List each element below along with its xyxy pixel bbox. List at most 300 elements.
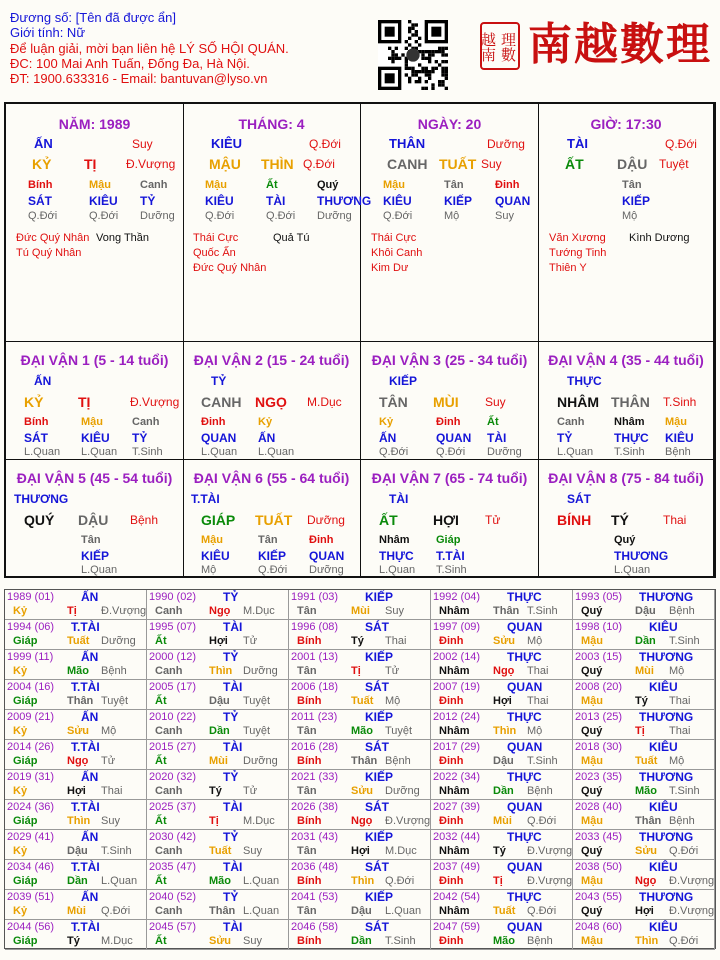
year-star: KIÊU: [649, 680, 678, 694]
year-stage: Tử: [385, 665, 400, 677]
year-branch: Sửu: [209, 935, 232, 947]
year-stem: Canh: [155, 725, 183, 737]
dai-van-branch: TUẤT: [255, 512, 293, 528]
year-stem: Mậu: [581, 935, 603, 947]
year-label: 2045 (57): [149, 921, 197, 933]
year-stem: Bính: [297, 875, 322, 887]
year-cell: [289, 620, 431, 650]
year-branch: Tý: [493, 845, 506, 857]
year-star: KIÊU: [649, 800, 678, 814]
dai-van-title: ĐẠI VẬN 6 (55 - 64 tuổi): [193, 470, 350, 486]
year-stage: Bệnh: [101, 665, 127, 677]
hidden-stem: Ất: [487, 416, 499, 428]
year-branch: Tuất: [635, 755, 658, 767]
year-label: 2032 (44): [433, 831, 481, 843]
year-stem: Mậu: [581, 695, 603, 707]
hidden-god: QUAN: [309, 549, 345, 563]
dai-van-branch: THÂN: [611, 394, 650, 410]
year-stem: Đinh: [439, 695, 464, 707]
year-label: 1989 (01): [7, 591, 55, 603]
year-cell: [431, 680, 573, 710]
year-star: ẤN: [81, 710, 99, 724]
year-stem: Kỷ: [13, 845, 28, 857]
year-cell: [289, 830, 431, 860]
year-cell: [5, 770, 147, 800]
year-star: THỰC: [507, 590, 542, 604]
year-stem: Mậu: [581, 635, 603, 647]
year-cell: [5, 680, 147, 710]
chart-grid: [4, 102, 716, 578]
year-star: T.TÀI: [71, 740, 100, 754]
year-cell: [289, 860, 431, 890]
gender-line: Giới tính: Nữ: [10, 25, 86, 41]
year-cell: [289, 770, 431, 800]
year-cell: [431, 710, 573, 740]
year-label: 2021 (33): [291, 771, 339, 783]
special-star: Thiên Y: [549, 262, 587, 274]
pillar-star: TÀI: [567, 136, 588, 151]
hidden-stage: Q.Đới: [436, 446, 466, 458]
year-stem: Nhâm: [439, 605, 470, 617]
year-branch: Dậu: [493, 755, 514, 767]
hidden-stage: Q.Đới: [89, 210, 119, 222]
year-stage: Thai: [527, 665, 549, 677]
year-stem: Tân: [297, 845, 317, 857]
year-branch: Mùi: [67, 905, 86, 917]
year-cell: [289, 800, 431, 830]
hidden-stem: Canh: [140, 179, 168, 191]
year-star: TỶ: [223, 590, 239, 604]
year-star: KIẾP: [365, 830, 394, 844]
year-stage: Bệnh: [669, 605, 695, 617]
dai-van-stem: CANH: [201, 394, 242, 410]
year-label: 2006 (18): [291, 681, 339, 693]
year-cell: [573, 770, 715, 800]
year-branch: Dậu: [635, 605, 656, 617]
year-stem: Giáp: [13, 635, 38, 647]
owner-line: Đương số: [Tên đã được ẩn]: [10, 10, 176, 25]
pillar-state: Đ.Vượng: [126, 157, 176, 171]
year-stage: M.Dục: [101, 935, 133, 947]
hidden-god: SÁT: [24, 431, 48, 445]
year-cell: [289, 590, 431, 620]
dai-van-state: Tử: [485, 513, 501, 527]
year-label: 2018 (30): [575, 741, 623, 753]
hidden-god: KIÊU: [89, 194, 118, 208]
year-branch: Dần: [67, 875, 88, 887]
year-stage: Mộ: [669, 755, 685, 767]
hidden-god: ẤN: [379, 431, 397, 445]
dai-van-title: ĐẠI VẬN 8 (75 - 84 tuổi): [548, 470, 704, 486]
year-stage: Đ.Vượng: [669, 875, 715, 887]
hidden-stem: Kỷ: [258, 416, 273, 428]
year-star: T.TÀI: [71, 920, 100, 934]
year-star: KIẾP: [365, 770, 394, 784]
year-stage: L.Quan: [101, 875, 138, 887]
year-star: QUAN: [507, 800, 543, 814]
year-star: KIÊU: [649, 620, 678, 634]
year-branch: Thìn: [493, 725, 517, 737]
hidden-god: T.TÀI: [436, 549, 465, 563]
year-label: 1990 (02): [149, 591, 197, 603]
year-cell: [289, 890, 431, 920]
hidden-stem: Mậu: [383, 179, 405, 191]
dai-van-cell: [6, 460, 184, 578]
year-branch: Mão: [209, 875, 231, 887]
hidden-stem: Mậu: [205, 179, 227, 191]
year-label: 1994 (06): [7, 621, 55, 633]
year-star: TỶ: [223, 770, 239, 784]
year-branch: Tị: [635, 725, 645, 737]
year-stage: T.Sinh: [669, 785, 700, 797]
year-label: 2030 (42): [149, 831, 197, 843]
year-branch: Thân: [635, 815, 662, 827]
year-stem: Bính: [297, 635, 322, 647]
year-star: ẤN: [81, 890, 99, 904]
year-label: 1992 (04): [433, 591, 481, 603]
hidden-god: TÀI: [487, 431, 507, 445]
year-cell: [289, 740, 431, 770]
year-branch: Tý: [635, 695, 648, 707]
year-cell: [573, 620, 715, 650]
year-stage: Bệnh: [527, 935, 553, 947]
year-label: 2004 (16): [7, 681, 55, 693]
hidden-stem: Mậu: [81, 416, 103, 428]
year-stage: L.Quan: [243, 905, 280, 917]
year-label: 2048 (60): [575, 921, 623, 933]
year-stage: T.Sinh: [527, 605, 558, 617]
year-stage: Tuyệt: [243, 695, 271, 707]
pillar-branch: TUẤT: [439, 156, 477, 172]
hidden-stage: Dưỡng: [487, 446, 522, 458]
hidden-stem: Quý: [614, 534, 636, 546]
hidden-god: TÀI: [266, 194, 286, 208]
dai-van-state: Bệnh: [130, 513, 159, 527]
hidden-god: QUAN: [201, 431, 237, 445]
year-cell: [147, 920, 289, 950]
hidden-stem: Bính: [28, 179, 53, 191]
dai-van-stem: ẤT: [379, 512, 398, 528]
year-star: KIẾP: [365, 590, 394, 604]
year-star: KIẾP: [365, 650, 394, 664]
year-stem: Nhâm: [439, 725, 470, 737]
year-stem: Mậu: [581, 755, 603, 767]
hidden-stage: Q.Đới: [258, 564, 288, 576]
pillar-title: THÁNG: 4: [238, 116, 305, 132]
year-cell: [573, 890, 715, 920]
year-stem: Tân: [297, 905, 317, 917]
year-stem: Tân: [297, 665, 317, 677]
dai-van-cell: [361, 460, 539, 578]
dai-van-state: Đ.Vượng: [130, 395, 180, 409]
hidden-stem: Tân: [258, 534, 278, 546]
year-star: THỰC: [507, 770, 542, 784]
dai-van-star: ẤN: [34, 374, 52, 388]
year-label: 2015 (27): [149, 741, 197, 753]
year-stem: Nhâm: [439, 845, 470, 857]
year-star: ẤN: [81, 650, 99, 664]
contact-line: Để luận giải, mời bạn liên hệ LÝ SỐ HỘI QUÁN.: [10, 40, 289, 56]
year-cell: [573, 590, 715, 620]
year-label: 2007 (19): [433, 681, 481, 693]
dai-van-stem: NHÂM: [557, 394, 599, 410]
year-stem: Nhâm: [439, 905, 470, 917]
year-branch: Hợi: [635, 905, 654, 917]
dai-van-star: TÀI: [389, 492, 409, 506]
hidden-stage: Suy: [495, 210, 514, 222]
year-label: 1999 (11): [7, 651, 54, 663]
year-cell: [431, 740, 573, 770]
pillar-star: KIÊU: [211, 136, 243, 151]
dai-van-state: Suy: [485, 395, 506, 409]
pillar-state: Suy: [481, 157, 502, 171]
year-label: 2012 (24): [433, 711, 481, 723]
year-label: 2044 (56): [7, 921, 55, 933]
year-stage: Thai: [385, 635, 407, 647]
year-branch: Tý: [351, 635, 364, 647]
pillar-state: Tuyệt: [659, 157, 689, 171]
hidden-stage: T.Sinh: [436, 564, 467, 576]
year-star: ẤN: [81, 770, 99, 784]
year-star: SÁT: [365, 620, 389, 634]
year-stage: Thai: [527, 695, 549, 707]
pillar-title: GIỜ: 17:30: [590, 116, 662, 132]
year-stem: Kỷ: [13, 605, 28, 617]
year-label: 2037 (49): [433, 861, 481, 873]
year-stage: L.Quan: [385, 905, 422, 917]
year-label: 2003 (15): [575, 651, 623, 663]
year-label: 2033 (45): [575, 831, 623, 843]
year-branch: Mão: [635, 785, 657, 797]
hidden-stage: L.Quan: [557, 446, 594, 458]
year-branch: Hợi: [209, 635, 228, 647]
year-cell: [573, 680, 715, 710]
year-cell: [289, 710, 431, 740]
year-stem: Bính: [297, 935, 322, 947]
year-stem: Giáp: [13, 935, 38, 947]
year-star: T.TÀI: [71, 800, 100, 814]
dai-van-cell: [361, 342, 539, 460]
hidden-god: THƯƠNG: [614, 549, 669, 563]
dai-van-cell: [183, 460, 361, 578]
year-branch: Tý: [209, 785, 222, 797]
year-label: 2034 (46): [7, 861, 55, 873]
hidden-stem: Mậu: [89, 179, 111, 191]
red-seal-logo: 理數越南: [480, 22, 520, 70]
year-label: 2020 (32): [149, 771, 197, 783]
year-star: SÁT: [365, 740, 389, 754]
year-branch: Sửu: [635, 845, 658, 857]
year-branch: Ngọ: [493, 665, 515, 677]
pillar-star-state: Q.Đới: [665, 137, 697, 151]
year-cell: [431, 890, 573, 920]
hidden-god: TỶ: [140, 194, 156, 208]
qr-code-icon: [378, 20, 448, 90]
special-star: Thái Cực: [193, 232, 239, 244]
year-label: 1993 (05): [575, 591, 623, 603]
hidden-god: KIÊU: [665, 431, 694, 445]
year-stem: Mậu: [581, 875, 603, 887]
special-star: Quả Tú: [273, 232, 310, 244]
year-branch: Dần: [635, 635, 656, 647]
year-stem: Mậu: [581, 815, 603, 827]
hidden-god: THƯƠNG: [317, 194, 372, 208]
year-branch: Tuất: [351, 695, 374, 707]
year-stage: T.Sinh: [385, 935, 416, 947]
year-branch: Dần: [351, 935, 372, 947]
year-label: 1991 (03): [291, 591, 339, 603]
year-cell: [431, 620, 573, 650]
year-star: THỰC: [507, 650, 542, 664]
year-label: 2010 (22): [149, 711, 197, 723]
pillar-stem: CANH: [387, 156, 428, 172]
year-branch: Mùi: [493, 815, 512, 827]
year-star: QUAN: [507, 620, 543, 634]
year-stem: Canh: [155, 605, 183, 617]
year-cell: [5, 620, 147, 650]
dai-van-cell: [183, 342, 361, 460]
year-label: 2017 (29): [433, 741, 481, 753]
pillar-stem: ẤT: [565, 156, 584, 172]
year-stem: Tân: [297, 725, 317, 737]
year-star: THỰC: [507, 830, 542, 844]
year-star: ẤN: [81, 830, 99, 844]
dai-van-state: T.Sinh: [663, 395, 697, 409]
hidden-stage: Bệnh: [665, 446, 691, 458]
year-stem: Kỷ: [13, 905, 28, 917]
year-stage: Đ.Vượng: [527, 845, 573, 857]
year-branch: Dậu: [351, 905, 372, 917]
year-branch: Sửu: [67, 725, 90, 737]
special-star: Kình Dương: [629, 232, 690, 244]
year-label: 2043 (55): [575, 891, 623, 903]
hidden-stem: Ất: [266, 179, 278, 191]
year-star: THƯƠNG: [639, 650, 694, 664]
year-star: THỰC: [507, 890, 542, 904]
dai-van-star: THỰC: [567, 374, 602, 388]
year-branch: Hợi: [67, 785, 86, 797]
year-star: TÀI: [223, 800, 243, 814]
pillar-cell: [183, 104, 372, 342]
year-label: 2029 (41): [7, 831, 55, 843]
year-cell: [5, 710, 147, 740]
year-stage: Suy: [243, 935, 262, 947]
year-star: TỶ: [223, 890, 239, 904]
special-star: Kim Dư: [371, 262, 409, 274]
year-branch: Tị: [351, 665, 361, 677]
year-star: THỰC: [507, 710, 542, 724]
year-branch: Dần: [493, 785, 514, 797]
year-star: TÀI: [223, 860, 243, 874]
hidden-stage: Mộ: [444, 210, 460, 222]
hidden-stage: L.Quan: [379, 564, 416, 576]
year-stage: Dưỡng: [101, 635, 136, 647]
year-label: 1998 (10): [575, 621, 623, 633]
year-star: T.TÀI: [71, 860, 100, 874]
year-label: 2031 (43): [291, 831, 339, 843]
year-stem: Ất: [155, 635, 167, 647]
year-branch: Mão: [67, 665, 89, 677]
year-stage: M.Dục: [243, 815, 275, 827]
year-cell: [573, 740, 715, 770]
hidden-god: THỰC: [379, 549, 414, 563]
year-cell: [147, 590, 289, 620]
year-stage: Tuyệt: [385, 725, 413, 737]
year-stage: Mộ: [527, 725, 543, 737]
year-label: 2023 (35): [575, 771, 623, 783]
year-cell: [289, 680, 431, 710]
special-star: Văn Xương: [549, 232, 606, 244]
hidden-stage: Dưỡng: [317, 210, 352, 222]
year-stem: Quý: [581, 725, 603, 737]
year-label: 2035 (47): [149, 861, 197, 873]
hidden-god: QUAN: [495, 194, 531, 208]
year-star: TÀI: [223, 680, 243, 694]
year-cell: [147, 830, 289, 860]
pillar-star-state: Suy: [132, 137, 153, 151]
hidden-god: KIẾP: [81, 549, 110, 563]
special-star: Đức Quý Nhân: [16, 232, 90, 244]
year-label: 2009 (21): [7, 711, 55, 723]
dai-van-branch: TÝ: [611, 512, 629, 528]
hidden-stem: Đinh: [436, 416, 461, 428]
year-branch: Thân: [351, 755, 378, 767]
dai-van-stem: GIÁP: [201, 512, 236, 528]
year-stage: Tử: [243, 785, 258, 797]
dai-van-stem: QUÝ: [24, 512, 55, 528]
hidden-god: KIẾP: [258, 549, 287, 563]
year-stage: Q.Đới: [669, 845, 699, 857]
year-stage: Bệnh: [527, 785, 553, 797]
pillar-cell: [539, 104, 714, 342]
year-branch: Sửu: [351, 785, 374, 797]
year-stem: Kỷ: [13, 785, 28, 797]
special-star: Đức Quý Nhân: [193, 262, 267, 274]
year-stage: Mộ: [527, 635, 543, 647]
year-branch: Mão: [493, 935, 515, 947]
year-branch: Thìn: [635, 935, 659, 947]
hidden-god: TỶ: [132, 431, 148, 445]
pillar-branch: TỊ: [84, 156, 97, 172]
year-stage: M.Dục: [385, 845, 417, 857]
year-label: 2041 (53): [291, 891, 339, 903]
hidden-stem: Đinh: [201, 416, 226, 428]
year-stem: Giáp: [13, 755, 38, 767]
year-branch: Dậu: [209, 695, 230, 707]
year-cell: [289, 650, 431, 680]
hidden-stage: L.Quan: [614, 564, 651, 576]
year-stem: Quý: [581, 905, 603, 917]
year-cell: [573, 650, 715, 680]
pillar-title: NĂM: 1989: [58, 116, 131, 132]
pillar-cell: [6, 104, 184, 342]
dai-van-star: SÁT: [567, 492, 591, 506]
year-cell: [5, 860, 147, 890]
hidden-stem: Nhâm: [379, 534, 410, 546]
year-stem: Nhâm: [439, 785, 470, 797]
year-star: SÁT: [365, 860, 389, 874]
year-label: 2013 (25): [575, 711, 623, 723]
special-star: Vong Thần: [96, 232, 150, 244]
year-label: 2039 (51): [7, 891, 55, 903]
year-branch: Mùi: [635, 665, 654, 677]
year-branch: Hợi: [351, 845, 370, 857]
year-stage: Tuyệt: [243, 725, 271, 737]
year-star: THƯƠNG: [639, 890, 694, 904]
year-star: THƯƠNG: [639, 590, 694, 604]
hidden-stage: Mộ: [201, 564, 217, 576]
dai-van-state: Thai: [663, 513, 687, 527]
